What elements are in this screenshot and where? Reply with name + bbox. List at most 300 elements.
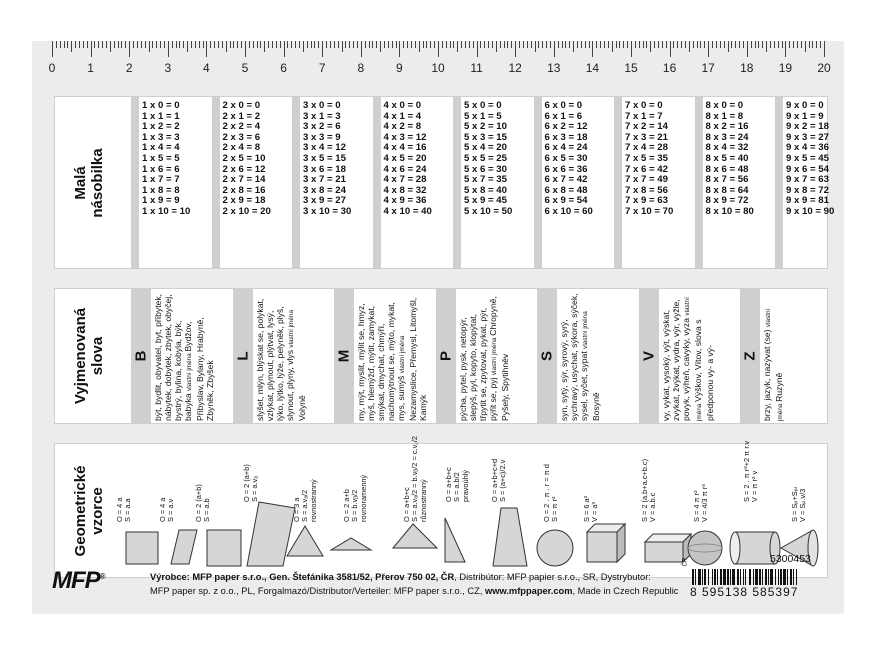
equation: 7 x 6 = 42 xyxy=(625,163,668,175)
geometry-title: Geometrické vzorce xyxy=(72,465,106,556)
equation: 8 x 5 = 40 xyxy=(705,152,749,164)
ruler-tick-minor xyxy=(311,41,312,48)
manufacturer-info xyxy=(150,570,690,598)
equation: 2 x 9 = 18 xyxy=(222,195,266,207)
equation: 5 x 0 = 0 xyxy=(464,100,502,111)
formula-line: různostranný xyxy=(418,479,428,522)
ruler-tick-major xyxy=(747,41,748,57)
ruler-number: 0 xyxy=(48,61,56,75)
ruler-tick-major xyxy=(438,41,439,57)
formula-scalene-triangle xyxy=(403,436,428,522)
equation-list xyxy=(142,101,190,218)
formula-cone xyxy=(791,487,808,522)
equation: 7 x 3 = 21 xyxy=(625,131,668,143)
ruler-tick-minor xyxy=(616,41,617,48)
equation: 2 x 4 = 8 xyxy=(222,142,261,154)
ruler-tick-major xyxy=(322,41,323,57)
equation: 9 x 2 = 18 xyxy=(786,121,829,133)
ruler-number: 11 xyxy=(470,61,483,75)
equation: 5 x 3 = 15 xyxy=(464,131,507,143)
ruler-tick-minor xyxy=(535,41,536,52)
ruler-tick-minor xyxy=(272,41,273,48)
ruler-tick-minor xyxy=(805,41,806,52)
equation: 5 x 2 = 10 xyxy=(464,121,507,133)
equation: 6 x 10 = 60 xyxy=(544,205,593,217)
equation: 8 x 9 = 72 xyxy=(705,195,749,207)
ruler-tick-minor xyxy=(577,41,578,48)
cube-shape xyxy=(587,532,617,562)
equation: 6 x 8 = 48 xyxy=(544,184,588,196)
ruler-tick-minor xyxy=(446,41,447,48)
ruler-tick-minor xyxy=(693,41,694,48)
ruler-tick-minor xyxy=(666,41,667,48)
column-bar xyxy=(614,97,622,268)
equation-list xyxy=(786,101,834,218)
ruler-tick-minor xyxy=(176,41,177,48)
ruler-tick-minor xyxy=(662,41,663,48)
column-bar xyxy=(212,97,220,268)
formula-line: V = 4/3 π r³ xyxy=(700,484,710,522)
made-in: , Made in Czech Republic xyxy=(572,586,679,596)
words-text: my, mýt, myslit, mýlit se, hmyz, myš, hlemýžď, mýtit, zamykat, smýkat, dmychat, chmýří, nachomýtnout se, mýto, mykat, mys, sumýš xyxy=(356,302,406,421)
ruler-tick-minor xyxy=(658,41,659,48)
formula-line: V = Sₚ.v/3 xyxy=(798,488,808,522)
cylinder-shape xyxy=(735,532,775,564)
ruler-tick-minor xyxy=(527,41,528,48)
equation: 2 x 2 = 4 xyxy=(222,121,261,133)
equation: 3 x 9 = 27 xyxy=(303,195,346,207)
equation: 2 x 7 = 14 xyxy=(222,174,266,186)
ruler-tick-minor xyxy=(565,41,566,48)
vyjmenovana-title-wrap xyxy=(55,289,123,423)
word-group-m xyxy=(334,289,428,423)
mfp-logo xyxy=(52,567,105,595)
maker-distributors: MFP paper sp. z o.o., PL, Forgalmazó/Distributor/Verteiler: MFP paper s.r.o., CZ, xyxy=(150,586,485,596)
rectangle-shape xyxy=(207,530,241,566)
ruler-tick-minor xyxy=(492,41,493,48)
ruler-tick-minor xyxy=(257,41,258,48)
equation-list xyxy=(706,101,754,218)
ruler-tick-minor xyxy=(558,41,559,48)
formula-line: S = (a+c)/2.v xyxy=(498,459,508,502)
ruler-tick-minor xyxy=(766,41,767,52)
ruler-tick-minor xyxy=(504,41,505,48)
formula-line: S = a.v xyxy=(166,498,176,522)
multiplication-column xyxy=(453,97,533,268)
ruler-tick-minor xyxy=(596,41,597,48)
ruler-tick-minor xyxy=(334,41,335,48)
ruler-tick-minor xyxy=(735,41,736,48)
website-link[interactable]: www.mfppaper.com xyxy=(485,586,573,596)
ruler-tick-minor xyxy=(276,41,277,48)
word-list xyxy=(559,293,617,421)
ruler-tick-major xyxy=(708,41,709,57)
formula-square xyxy=(116,498,133,522)
ruler-tick-minor xyxy=(314,41,315,48)
ruler-tick-minor xyxy=(191,41,192,48)
ruler-tick-minor xyxy=(160,41,161,48)
ruler-tick-minor xyxy=(453,41,454,48)
ruler-tick-minor xyxy=(318,41,319,48)
ruler-tick-minor xyxy=(762,41,763,48)
equation: 4 x 7 = 28 xyxy=(383,174,427,186)
formula-rectangle xyxy=(195,484,212,522)
ruler-tick-minor xyxy=(133,41,134,48)
equation: 5 x 6 = 30 xyxy=(464,163,507,175)
ruler-tick-minor xyxy=(623,41,624,48)
ruler-tick-minor xyxy=(774,41,775,48)
word-group-p xyxy=(436,289,516,423)
column-bar xyxy=(373,97,381,268)
equation-list xyxy=(384,101,432,218)
ruler-tick-minor xyxy=(789,41,790,48)
equation: 2 x 0 = 0 xyxy=(222,100,261,111)
multiplication-column xyxy=(534,97,614,268)
ruler-tick-minor xyxy=(106,41,107,48)
ruler-tick-major xyxy=(284,41,285,57)
ruler-tick-minor xyxy=(237,41,238,48)
equation: 3 x 1 = 3 xyxy=(303,110,341,122)
equation: 4 x 0 = 0 xyxy=(383,100,422,111)
sphere-shape xyxy=(688,531,722,565)
ruler-tick-minor xyxy=(199,41,200,48)
ruler-tick-minor xyxy=(639,41,640,48)
multiplication-column xyxy=(695,97,775,268)
ruler-number: 12 xyxy=(508,61,522,75)
ruler-tick-minor xyxy=(797,41,798,48)
ruler-tick-minor xyxy=(473,41,474,48)
ruler-tick-minor xyxy=(287,41,288,48)
formula-line: O = a+b+c xyxy=(444,467,453,502)
formula-line: S = a.vₐ/2 xyxy=(300,489,310,522)
formula-line: O = 4 a xyxy=(158,497,167,522)
equation: 5 x 10 = 50 xyxy=(464,205,513,217)
ruler-tick-minor xyxy=(450,41,451,48)
ruler-tick-minor xyxy=(164,41,165,48)
ruler-tick-minor xyxy=(546,41,547,48)
names-text: Chropyně, Pyšely, Spytihněv xyxy=(487,296,510,421)
ruler-tick-minor xyxy=(519,41,520,48)
equation: 3 x 6 = 18 xyxy=(303,163,346,175)
ruler-tick-minor xyxy=(291,41,292,48)
right-triangle-shape xyxy=(445,518,465,562)
equation: 6 x 4 = 24 xyxy=(544,142,588,154)
ruler-tick-minor xyxy=(782,41,783,48)
group-letter: B xyxy=(132,350,150,362)
equation: 5 x 1 = 5 xyxy=(464,110,502,122)
ruler-tick-minor xyxy=(751,41,752,48)
formula-line: S = 2 . π r²+2 π r.v xyxy=(742,440,751,502)
names-text: Nezamyslice, Přemysl, Litomyšl, Kamýk xyxy=(408,297,428,421)
equation: 1 x 9 = 9 xyxy=(142,195,180,207)
ruler-tick-minor xyxy=(538,41,539,48)
equation: 1 x 2 = 2 xyxy=(142,121,180,133)
equation: 1 x 10 = 10 xyxy=(142,205,191,217)
equilateral-triangle-shape xyxy=(287,526,323,556)
ruler-tick-minor xyxy=(249,41,250,48)
ruler-tick-minor xyxy=(392,41,393,48)
formula-line: S = a.b xyxy=(202,498,212,522)
equation: 6 x 9 = 54 xyxy=(544,195,588,207)
ruler-tick-minor xyxy=(496,41,497,52)
multiplication-column xyxy=(775,97,855,268)
maker-distributor: , Distribútor: MFP papier s.r.o., SR, Dystrybutor: xyxy=(454,572,651,582)
formula-line: S = 6 a² xyxy=(582,495,591,522)
ruler-tick-minor xyxy=(654,41,655,48)
ruler-tick-minor xyxy=(141,41,142,48)
ruler-tick-major xyxy=(785,41,786,57)
ruler-number: 8 xyxy=(357,61,365,75)
column-bar xyxy=(292,97,300,268)
equation: 9 x 3 = 27 xyxy=(786,131,829,143)
ruler-tick-minor xyxy=(511,41,512,48)
ruler-tick-minor xyxy=(562,41,563,48)
ruler-tick-minor xyxy=(724,41,725,48)
equation: 5 x 5 = 25 xyxy=(464,152,507,164)
equation: 8 x 7 = 56 xyxy=(705,174,749,186)
ruler-tick-minor xyxy=(376,41,377,48)
equation: 2 x 3 = 6 xyxy=(222,131,261,143)
ruler-tick-minor xyxy=(650,41,651,52)
ruler-tick-minor xyxy=(407,41,408,48)
ruler-tick-minor xyxy=(307,41,308,48)
ruler-number: 18 xyxy=(740,61,754,75)
equation: 3 x 5 = 15 xyxy=(303,152,346,164)
ruler-tick-minor xyxy=(457,41,458,52)
equation: 5 x 7 = 35 xyxy=(464,174,507,186)
ruler-tick-minor xyxy=(704,41,705,48)
equation: 9 x 0 = 0 xyxy=(786,100,824,111)
names-label: vlastní jména xyxy=(582,311,589,349)
ruler-tick-minor xyxy=(589,41,590,48)
ruler-tick-minor xyxy=(755,41,756,48)
group-letter: Z xyxy=(741,351,759,361)
equation: 6 x 5 = 30 xyxy=(544,152,588,164)
equation: 3 x 10 = 30 xyxy=(303,205,352,217)
ruler-tick-minor xyxy=(357,41,358,48)
words-text: slyšet, mlýn, blýskat se, polykat, vzlykat, plynout, plýtvat, lysý, lýko, lýtko, lýže, pelyněk, plyš, slynout, plyny, vlys xyxy=(254,298,295,421)
words-text: být, bydlit, obyvatel, byt, příbytek, nábytek, dobytek, zbytek, obyčej, bystrý, bylina, kobyla, býk, babyka xyxy=(153,293,193,421)
formula-line: rovnostranný xyxy=(308,479,318,522)
ruler-tick-minor xyxy=(712,41,713,48)
ruler-tick-minor xyxy=(685,41,686,48)
ruler-tick-minor xyxy=(635,41,636,48)
ruler-tick-minor xyxy=(585,41,586,48)
group-letter: M xyxy=(335,349,353,363)
ruler-tick-major xyxy=(52,41,53,57)
ruler-tick-minor xyxy=(60,41,61,48)
equation: 9 x 6 = 54 xyxy=(786,163,829,175)
ruler-tick-major xyxy=(206,41,207,57)
ruler-tick-minor xyxy=(608,41,609,48)
formula-circle xyxy=(543,464,560,522)
names-label: vlastní jména xyxy=(490,335,498,376)
ruler-tick-minor xyxy=(299,41,300,48)
equation: 8 x 8 = 64 xyxy=(705,184,749,196)
formula-cylinder xyxy=(743,441,760,502)
ruler-tick-minor xyxy=(98,41,99,48)
ruler-tick-minor xyxy=(349,41,350,48)
equation: 4 x 1 = 4 xyxy=(383,110,422,122)
equation: 8 x 3 = 24 xyxy=(705,131,749,143)
names-label: vlastní jména xyxy=(287,309,295,348)
ruler-tick-minor xyxy=(700,41,701,48)
equation: 5 x 9 = 45 xyxy=(464,195,507,207)
ruler-tick-minor xyxy=(214,41,215,48)
names-text: Bydžov, Přibyslav, Bylany, Hrabyně, Zbyněk, Zbyšek xyxy=(183,317,215,421)
ruler-tick-minor xyxy=(156,41,157,48)
names-label: vlastní jména xyxy=(186,351,193,391)
ruler-tick-minor xyxy=(64,41,65,48)
ruler-tick-minor xyxy=(619,41,620,48)
group-letter: V xyxy=(640,350,657,362)
ruler-tick-major xyxy=(824,41,825,57)
ruler-tick-minor xyxy=(419,41,420,52)
ruler-tick-minor xyxy=(280,41,281,48)
equation: 3 x 2 = 6 xyxy=(303,121,341,133)
ruler-tick-minor xyxy=(241,41,242,48)
ruler-tick-minor xyxy=(230,41,231,48)
column-bar xyxy=(131,97,139,268)
words-text: vy, vykat, vysoký, výt, výskat, zvykat, žvýkat, vydra, výr, vyžle, povyk, výheň, cavyky, vyza xyxy=(660,299,691,421)
ruler-tick-minor xyxy=(87,41,88,48)
vyjmenovana-title: Vyjmenovaná slova xyxy=(72,307,106,405)
ruler-tick-minor xyxy=(430,41,431,48)
ruler-tick-minor xyxy=(233,41,234,48)
names-label: vlastní jména xyxy=(765,308,784,421)
formula-equilateral-triangle xyxy=(293,479,318,522)
maker-label: Výrobce: xyxy=(150,572,190,582)
formula-line: V = a.b.c xyxy=(648,492,658,522)
ruler-tick-minor xyxy=(531,41,532,48)
square-shape xyxy=(126,532,158,564)
column-bar xyxy=(534,97,542,268)
ruler-tick-minor xyxy=(222,41,223,48)
equation: 9 x 5 = 45 xyxy=(786,152,829,164)
ruler-tick-minor xyxy=(187,41,188,52)
equation: 9 x 1 = 9 xyxy=(786,110,824,122)
ruler-tick-minor xyxy=(121,41,122,48)
names-text: Výškov, Vítov, slova s předponou vy- a vý- xyxy=(692,319,715,421)
equation-list xyxy=(223,101,271,218)
ruler-tick-minor xyxy=(426,41,427,48)
ruler-number: 19 xyxy=(778,61,793,75)
ruler-tick-minor xyxy=(820,41,821,48)
equation-list xyxy=(464,101,512,218)
ruler-tick-minor xyxy=(681,41,682,48)
formula-line: O = 2 a+b xyxy=(342,489,351,522)
ruler-tick-minor xyxy=(384,41,385,48)
ruler-tick-minor xyxy=(434,41,435,48)
ruler-tick-minor xyxy=(415,41,416,48)
ruler-tick-minor xyxy=(145,41,146,48)
ruler-tick-minor xyxy=(758,41,759,48)
ruler-tick-minor xyxy=(600,41,601,48)
equation: 6 x 3 = 18 xyxy=(544,131,588,143)
ruler-tick-minor xyxy=(488,41,489,48)
ruler-number: 20 xyxy=(817,61,831,75)
equation: 1 x 7 = 7 xyxy=(142,174,180,186)
group-letter: S xyxy=(538,350,556,362)
ruler-number: 16 xyxy=(662,61,677,75)
ruler-tick-minor xyxy=(523,41,524,48)
word-list xyxy=(255,293,313,421)
equation: 6 x 1 = 6 xyxy=(544,110,583,122)
words-text: syn, sytý, sýr, syrový, syrý, sychravý, usychat, sýkora, sýček, sysel, syčet, sypat xyxy=(559,293,589,421)
equation: 4 x 9 = 36 xyxy=(383,195,427,207)
equation: 9 x 10 = 90 xyxy=(786,205,835,217)
equation: 7 x 7 = 49 xyxy=(625,174,668,186)
equation: 4 x 10 = 40 xyxy=(383,205,432,217)
formula-isosceles-triangle xyxy=(343,475,368,522)
word-list xyxy=(458,293,516,421)
formula-line: S = π r² xyxy=(550,496,560,522)
ruler-tick-minor xyxy=(423,41,424,48)
word-list xyxy=(153,293,215,421)
ruler-tick-minor xyxy=(71,41,72,52)
equation: 9 x 9 = 81 xyxy=(786,195,829,207)
ruler-tick-major xyxy=(168,41,169,57)
ruler-tick-minor xyxy=(728,41,729,52)
cuboid-shape xyxy=(645,542,683,562)
formula-line: O = 3 a xyxy=(292,497,301,522)
equation: 6 x 0 = 0 xyxy=(544,100,583,111)
ruler-tick-major xyxy=(515,41,516,57)
ruler-tick-minor xyxy=(778,41,779,48)
formula-line: S = a.vₐ/2 = b.vᵦ/2 = c.v꜀/2 xyxy=(410,435,420,522)
ruler-tick-minor xyxy=(152,41,153,48)
ruler-tick-minor xyxy=(295,41,296,48)
word-group-l xyxy=(233,289,313,423)
logo-text: MFP xyxy=(52,567,100,594)
equation: 9 x 7 = 63 xyxy=(786,174,829,186)
ruler-tick-minor xyxy=(569,41,570,48)
multiplication-column xyxy=(131,97,211,268)
equation: 4 x 5 = 20 xyxy=(383,152,427,164)
word-group-s xyxy=(537,289,617,423)
equation: 9 x 8 = 72 xyxy=(786,184,829,196)
equation: 7 x 5 = 35 xyxy=(625,152,668,164)
names-text: Ruzyně xyxy=(774,372,784,402)
equation: 6 x 6 = 36 xyxy=(544,163,588,175)
ruler-tick-minor xyxy=(260,41,261,48)
multiplication-table-panel xyxy=(54,96,835,269)
vyjmenovana-slova-panel xyxy=(54,288,828,424)
group-letter: P xyxy=(437,350,454,362)
equation: 8 x 10 = 80 xyxy=(705,205,754,217)
formula-line: S = a.vₐ xyxy=(250,476,260,502)
multiplication-column xyxy=(373,97,453,268)
ruler-tick-minor xyxy=(372,41,373,48)
word-list xyxy=(762,293,820,421)
ruler-tick-minor xyxy=(303,41,304,52)
ruler-tick-minor xyxy=(604,41,605,48)
names-text: Bosyně xyxy=(591,392,601,421)
words-text: pýcha, pytel, pysk, netopýr, slepýš, pyl, kopyto, klopýtat, třpytit se, zpytovat, pykat, pýr, pýřit se, pyj xyxy=(457,307,498,421)
ruler-number: 14 xyxy=(585,61,600,75)
ruler-tick-minor xyxy=(353,41,354,48)
equation: 6 x 2 = 12 xyxy=(544,121,588,133)
formula-line: S = 4 π r² xyxy=(692,490,701,522)
ruler-number: 15 xyxy=(624,61,638,75)
ruler-tick-minor xyxy=(581,41,582,48)
multiplication-column xyxy=(292,97,372,268)
ruler-number: 10 xyxy=(431,61,445,75)
ruler-tick-minor xyxy=(816,41,817,48)
ruler-tick-minor xyxy=(480,41,481,48)
ruler-tick-minor xyxy=(268,41,269,48)
ruler-tick-major xyxy=(670,41,671,57)
